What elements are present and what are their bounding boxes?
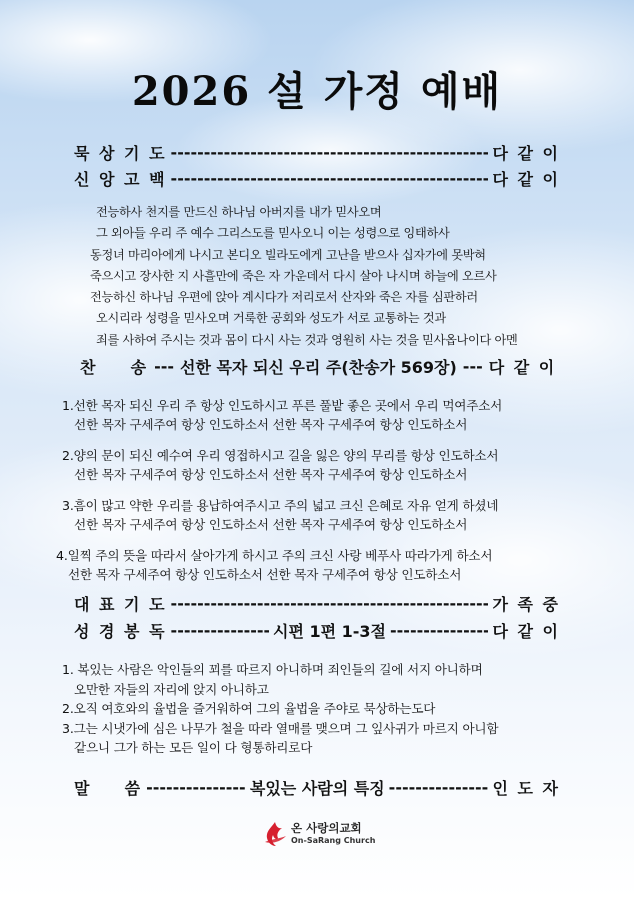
hymn-verse-4: 4.일찍 주의 뜻을 따라서 살아가게 하시고 주의 크신 사랑 베푸사 따라가게 하소서 선한 목자 구세주여 항상 인도하소서 선한 목자 구세주여 항상 인도하소서: [56, 548, 493, 582]
apostles-creed: [90, 202, 570, 351]
leader-dashes: [171, 621, 269, 640]
representative-prayer-label: 대 표 기 도: [74, 595, 167, 614]
creed-line: 그 외아들 우리 주 예수 그리스도를 믿사오니 이는 성령으로 잉태하사: [96, 226, 450, 241]
page-title: 2026 설 가정 예배: [131, 68, 503, 115]
creed-row: [74, 167, 560, 190]
sermon-label: 말 씀: [74, 779, 143, 798]
representative-prayer-row: [74, 592, 560, 615]
church-flame-logo-icon: [262, 820, 288, 848]
creed-line: 전능하신 하나님 우편에 앉아 계시다가 저리로서 산자와 죽은 자를 심판하러: [90, 290, 478, 305]
hymn-row: 찬 송 --- 선한 목자 되신 우리 주(찬송가 569장) --- 다 같 이: [80, 357, 557, 377]
church-name-english: On-SaRang Church: [291, 836, 376, 845]
church-name-korean: 온 사랑의교회: [291, 821, 362, 835]
hymn-label: 찬 송: [80, 358, 149, 377]
sermon-leader: 인 도 자: [492, 779, 560, 798]
representative-prayer-leader: 가 족 중: [492, 595, 560, 614]
silent-prayer-leader: 다 같 이: [492, 144, 560, 163]
scripture-reading-row: [74, 619, 560, 642]
sermon-row: [74, 776, 560, 799]
leader-dashes: [171, 169, 489, 188]
scripture-reading-leader: 다 같 이: [492, 622, 560, 641]
leader-dashes: [389, 778, 489, 797]
hymn-verse-2: 2.양의 문이 되신 예수여 우리 영접하시고 길을 잃은 양의 무리를 항상 인도하소서 선한 목자 구세주여 항상 인도하소서 선한 목자 구세주여 항상 인도하소서: [62, 448, 499, 482]
creed-line: 죄를 사하여 주시는 것과 몸이 다시 사는 것과 영원히 사는 것을 믿사옵나이다 아멘: [96, 332, 518, 347]
leader-dashes: [146, 778, 246, 797]
leader-dashes: [171, 594, 489, 613]
scripture-text: [62, 660, 582, 758]
creed-line: 오시리라 성령을 믿사오며 거룩한 공회와 성도가 서로 교통하는 것과: [96, 311, 446, 326]
sermon-title: 복있는 사람의 특징: [249, 779, 385, 798]
creed-line: 동정녀 마리아에게 나시고 본디오 빌라도에게 고난을 받으사 십자가에 못박혀: [90, 247, 486, 262]
creed-line: 죽으시고 장사한 지 사흘만에 죽은 자 가운데서 다시 살아 나시며 하늘에 오르사: [90, 268, 497, 283]
leader-dashes: [390, 621, 488, 640]
creed-line: 전능하사 천지를 만드신 하나님 아버지를 내가 믿사오며: [96, 205, 382, 219]
scripture-reference: 시편 1편 1-3절: [273, 622, 387, 641]
silent-prayer-label: 묵 상 기 도: [74, 144, 167, 163]
leader-dashes: [171, 143, 489, 162]
silent-prayer-row: [74, 141, 560, 164]
hymn-verse-3: 3.흠이 많고 약한 우리를 용납하여주시고 주의 넓고 크신 은혜로 자유 얻게 하셨네 선한 목자 구세주여 항상 인도하소서 선한 목자 구세주여 항상 인도하소서: [62, 498, 499, 532]
scripture-line: 같으니 그가 하는 모든 일이 다 형통하리로다: [74, 740, 313, 755]
scripture-line: 2.오직 여호와의 율법을 즐거워하여 그의 율법을 주야로 묵상하는도다: [62, 701, 436, 716]
hymn-verse-1: 1.선한 목자 되신 우리 주 항상 인도하시고 푸른 풀밭 좋은 곳에서 우리 먹여주소서 선한 목자 구세주여 항상 인도하소서 선한 목자 구세주여 항상 인도하소서: [62, 398, 503, 432]
hymn-leader: 다 같 이: [488, 358, 557, 377]
hymn-title: 선한 목자 되신 우리 주(찬송가 569장): [179, 358, 457, 377]
church-logo: [262, 818, 382, 850]
hymn-lyrics: [56, 396, 582, 596]
creed-leader: 다 같 이: [492, 170, 560, 189]
scripture-line: 3.그는 시냇가에 심은 나무가 철을 따라 열매를 맺으며 그 잎사귀가 마르지 아니함: [62, 720, 499, 736]
scripture-line: 오만한 자들의 자리에 앉지 아니하고: [74, 681, 269, 697]
scripture-reading-label: 성 경 봉 독: [74, 622, 167, 641]
scripture-line: 1. 복있는 사람은 악인들의 꾀를 따르지 아니하며 죄인들의 길에 서지 아니하며: [62, 662, 483, 677]
creed-label: 신 앙 고 백: [74, 170, 167, 189]
